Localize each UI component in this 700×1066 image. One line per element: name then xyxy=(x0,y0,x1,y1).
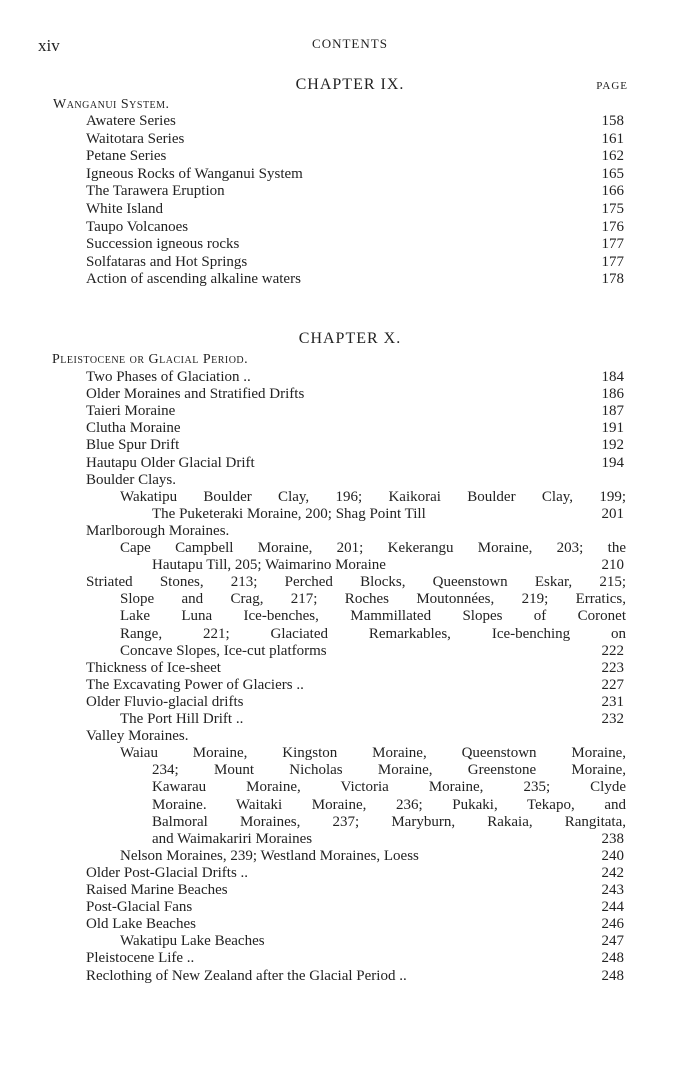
toc-entry xyxy=(0,590,700,608)
section-pleistocene: Pleistocene or Glacial Period. xyxy=(52,352,249,367)
toc-entry xyxy=(0,182,700,200)
page-column-label: PAGE xyxy=(596,80,628,92)
toc-entry-title: Raised Marine Beaches xyxy=(86,882,228,898)
toc-entry-title: Wakatipu Boulder Clay, 196; Kaikorai Boulder Clay, 199; xyxy=(120,488,626,505)
toc-entry-title: Moraine. Waitaki Moraine, 236; Pukaki, Tekapo, and xyxy=(152,796,626,813)
toc-entry-page: 162 xyxy=(601,148,624,165)
toc-entry-title: Older Post-Glacial Drifts .. xyxy=(86,864,249,881)
toc-entry xyxy=(0,130,700,148)
toc-entry xyxy=(0,761,700,779)
toc-entry xyxy=(0,659,700,677)
toc-entry xyxy=(0,402,700,420)
toc-entry xyxy=(0,573,700,591)
toc-entry xyxy=(0,796,700,814)
running-title: CONTENTS xyxy=(312,36,388,51)
toc-entry xyxy=(0,112,700,130)
toc-entry xyxy=(0,813,700,831)
toc-entry-title: Slope and Crag, 217; Roches Moutonnées, 219; Erratics, xyxy=(120,591,626,608)
toc-entry-page: 201 xyxy=(601,505,624,522)
toc-entry-title: Solfataras and Hot Springs xyxy=(86,253,248,270)
toc-entry-page: 247 xyxy=(601,933,624,950)
toc-entry-title: Blue Spur Drift xyxy=(86,437,180,454)
toc-entry-title: White Island xyxy=(86,201,164,217)
toc-entry-title: Awatere Series xyxy=(86,113,176,129)
toc-entry-title: Lake Luna Ice-benches, Mammillated Slopes of Coronet xyxy=(120,608,626,625)
toc-entry-title: Clutha Moraine xyxy=(86,420,181,437)
toc-entry-page: 242 xyxy=(601,864,624,881)
toc-entry-page: 166 xyxy=(601,183,624,200)
toc-entry-title: Pleistocene Life .. xyxy=(86,950,195,967)
toc-entry-page: 231 xyxy=(601,693,624,710)
toc-entry-page: 191 xyxy=(601,420,624,437)
toc-entry-page: 192 xyxy=(601,437,624,454)
toc-entry-title: Old Lake Beaches xyxy=(86,916,196,933)
toc-entry-title: Balmoral Moraines, 237; Maryburn, Rakaia, Rangitata, xyxy=(152,813,626,830)
toc-entry-title: Cape Campbell Moraine, 201; Kekerangu Moraine, 203; the xyxy=(120,540,626,556)
toc-entry-page: 240 xyxy=(601,847,624,864)
toc-entry xyxy=(0,744,700,762)
toc-entry xyxy=(0,710,700,728)
toc-entry-page: 210 xyxy=(601,557,624,574)
toc-entry xyxy=(0,235,700,253)
toc-entry-page: 161 xyxy=(601,130,624,147)
toc-entry-title: Post-Glacial Fans xyxy=(86,899,193,916)
toc-entry xyxy=(0,864,700,882)
toc-entry-title: Older Moraines and Stratified Drifts xyxy=(86,386,305,403)
toc-entry-page: 194 xyxy=(601,454,624,471)
toc-entry-page: 243 xyxy=(601,882,624,898)
toc-entry xyxy=(0,253,700,271)
toc-entry-page: 232 xyxy=(601,711,624,727)
toc-entry-title: Older Fluvio-glacial drifts xyxy=(86,693,244,710)
toc-entry-page: 177 xyxy=(601,236,624,253)
toc-entry xyxy=(0,778,700,796)
toc-entry xyxy=(0,898,700,916)
toc-entry-title: Action of ascending alkaline waters xyxy=(86,271,301,288)
toc-entry-title: Reclothing of New Zealand after the Glacial Period .. xyxy=(86,967,407,984)
toc-entry xyxy=(0,847,700,865)
toc-entry-page: 178 xyxy=(601,271,624,288)
chapter-9-heading: CHAPTER IX. xyxy=(295,76,405,93)
toc-entry xyxy=(0,556,700,574)
toc-entry-page: 248 xyxy=(601,967,624,984)
toc-entry xyxy=(0,488,700,506)
toc-entry-title: Waitotara Series xyxy=(86,130,185,147)
toc-entry-title: Striated Stones, 213; Perched Blocks, Queenstown Eskar, 215; xyxy=(86,574,626,591)
toc-entry-title: Valley Moraines. xyxy=(86,728,189,745)
toc-entry-title: Petane Series xyxy=(86,148,167,165)
toc-entry xyxy=(0,200,700,218)
toc-entry xyxy=(0,385,700,403)
toc-entry xyxy=(0,727,700,745)
toc-entry-title: and Waimakariri Moraines xyxy=(152,830,313,847)
toc-entry xyxy=(0,505,700,523)
toc-entry-page: 176 xyxy=(601,218,624,235)
toc-entry-title: Wakatipu Lake Beaches xyxy=(120,933,265,950)
toc-entry-title: The Port Hill Drift .. xyxy=(120,711,244,727)
toc-entry-page: 177 xyxy=(601,253,624,270)
toc-entry-title: Waiau Moraine, Kingston Moraine, Queenstown Moraine, xyxy=(120,745,626,762)
toc-entry xyxy=(0,218,700,236)
toc-entry-title: Taupo Volcanoes xyxy=(86,218,189,235)
toc-entry xyxy=(0,471,700,489)
toc-entry xyxy=(0,165,700,183)
toc-entry-title: Thickness of Ice-sheet xyxy=(86,659,221,676)
toc-entry-title: 234; Mount Nicholas Moraine, Greenstone Moraine, xyxy=(152,762,626,779)
toc-entry xyxy=(0,419,700,437)
chapter-10-heading: CHAPTER X. xyxy=(298,330,402,347)
toc-entry-title: Range, 221; Glaciated Remarkables, Ice-benching on xyxy=(120,625,626,642)
toc-entry-page: 186 xyxy=(601,386,624,403)
toc-entry-page: 248 xyxy=(601,950,624,967)
toc-entry-title: The Puketeraki Moraine, 200; Shag Point Till xyxy=(152,505,426,522)
toc-entry-title: Concave Slopes, Ice-cut platforms xyxy=(120,642,327,659)
toc-entry-page: 175 xyxy=(601,201,624,217)
toc-entry-title: Igneous Rocks of Wanganui System xyxy=(86,165,303,182)
toc-entry-page: 222 xyxy=(601,642,624,659)
toc-entry xyxy=(0,830,700,848)
toc-entry xyxy=(0,147,700,165)
toc-entry-title: Hautapu Older Glacial Drift xyxy=(86,454,255,471)
toc-entry-page: 184 xyxy=(601,369,624,385)
toc-entry xyxy=(0,368,700,386)
toc-entry xyxy=(0,522,700,540)
toc-entry xyxy=(0,642,700,660)
toc-entry xyxy=(0,625,700,643)
toc-entry-title: Marlborough Moraines. xyxy=(86,522,230,539)
toc-entry xyxy=(0,949,700,967)
toc-entry-page: 165 xyxy=(601,165,624,182)
toc-entry-title: Two Phases of Glaciation .. xyxy=(86,369,251,385)
toc-entry xyxy=(0,967,700,985)
toc-entry-title: Succession igneous rocks xyxy=(86,236,240,253)
page-number: xiv xyxy=(38,36,60,55)
toc-entry-title: Boulder Clays. xyxy=(86,471,176,488)
toc-entry-page: 238 xyxy=(601,830,624,847)
toc-entry-page: 227 xyxy=(601,676,624,693)
toc-entry xyxy=(0,607,700,625)
toc-entry xyxy=(0,693,700,711)
toc-entry-title: The Excavating Power of Glaciers .. xyxy=(86,676,304,693)
toc-entry-page: 223 xyxy=(601,659,624,676)
toc-entry xyxy=(0,436,700,454)
toc-entry xyxy=(0,270,700,288)
toc-entry-title: Kawarau Moraine, Victoria Moraine, 235; Clyde xyxy=(152,779,626,796)
toc-entry-title: Hautapu Till, 205; Waimarino Moraine xyxy=(152,557,386,574)
toc-entry xyxy=(0,881,700,899)
toc-entry xyxy=(0,676,700,694)
toc-entry xyxy=(0,454,700,472)
section-wanganui-system: Wanganui System. xyxy=(53,97,170,112)
toc-entry-title: Nelson Moraines, 239; Westland Moraines, Loess xyxy=(120,847,419,864)
toc-entry xyxy=(0,932,700,950)
toc-entry-page: 244 xyxy=(601,899,624,916)
toc-entry-page: 187 xyxy=(601,403,624,420)
toc-entry-page: 246 xyxy=(601,916,624,933)
toc-entry-title: Taieri Moraine xyxy=(86,403,176,420)
toc-entry-title: The Tarawera Eruption xyxy=(86,183,225,200)
toc-entry xyxy=(0,539,700,557)
toc-entry-page: 158 xyxy=(601,113,624,129)
toc-entry xyxy=(0,915,700,933)
